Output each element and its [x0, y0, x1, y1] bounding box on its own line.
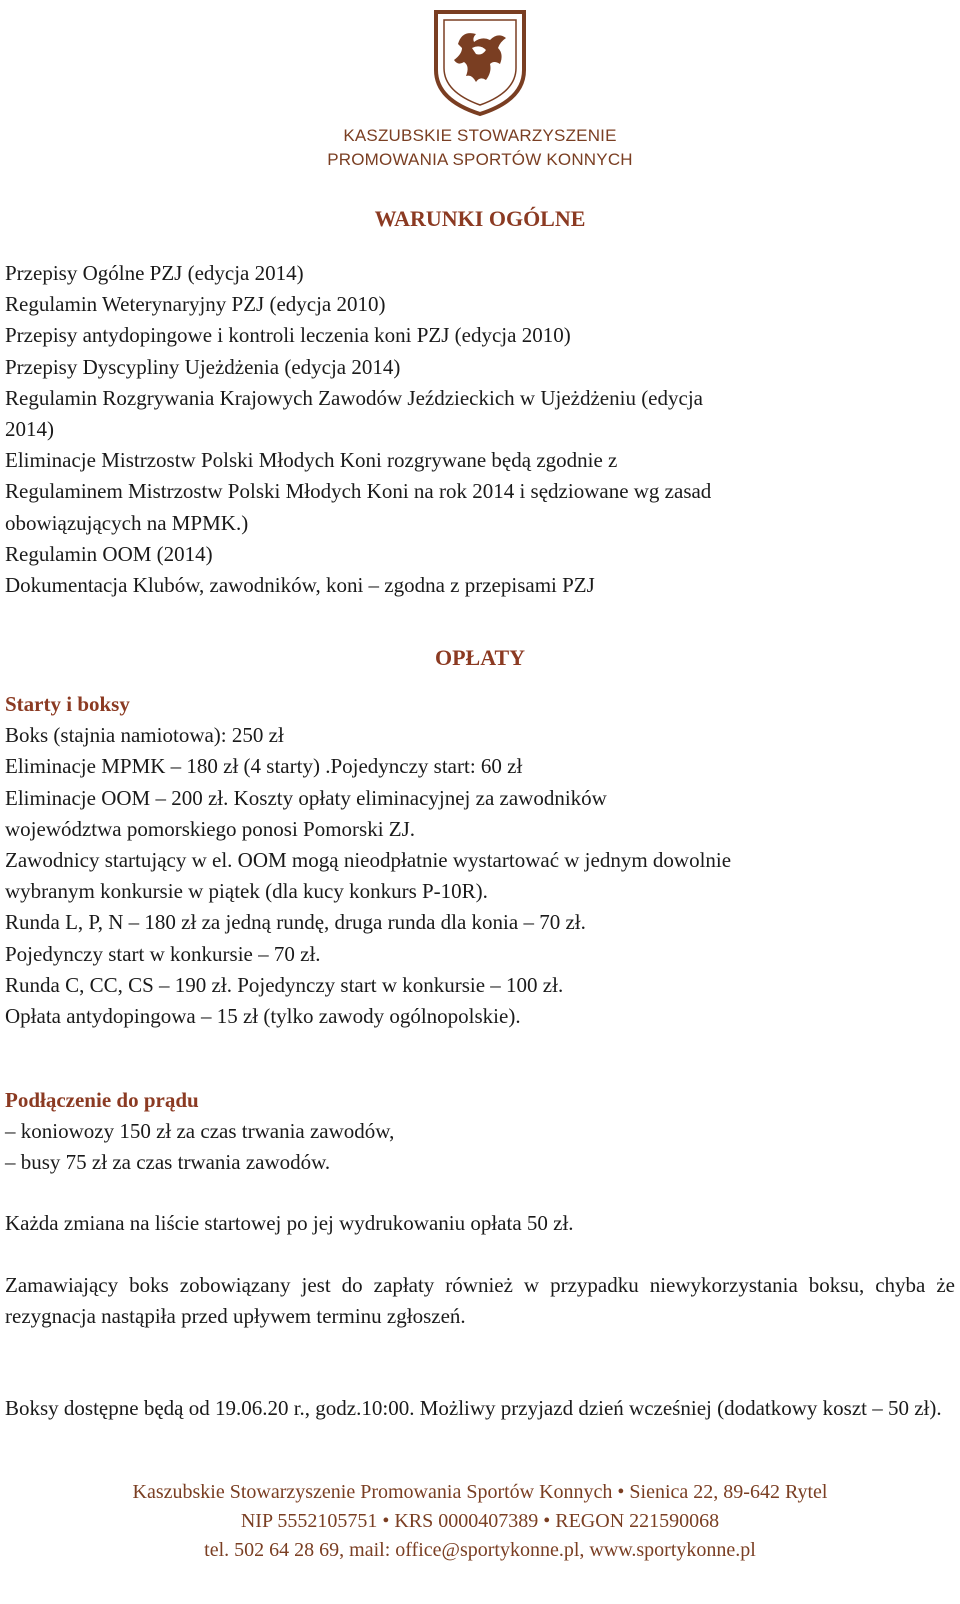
list-item: Regulamin Weterynaryjny PZJ (edycja 2010)	[5, 292, 386, 317]
logo	[0, 8, 960, 118]
subheading-starts-boxes: Starty i boksy	[5, 692, 130, 716]
list-item: obowiązujących na MPMK.)	[5, 510, 249, 535]
list-item: Eliminacje OOM – 200 zł. Koszty opłaty eliminacyjnej za zawodników	[5, 785, 607, 810]
footer-registry: NIP 5552105751 • KRS 0000407389 • REGON 221590068	[240, 1510, 720, 1532]
list-item: Opłata antydopingowa – 15 zł (tylko zawody ogólnopolskie).	[5, 1004, 521, 1029]
list-item: Runda C, CC, CS – 190 zł. Pojedynczy start w konkursie – 100 zł.	[5, 972, 564, 997]
list-item: – koniowozy 150 zł za czas trwania zawodów,	[5, 1119, 395, 1144]
subheading-power: Podłączenie do prądu	[5, 1088, 199, 1112]
list-item: Runda L, P, N – 180 zł za jedną rundę, druga runda dla konia – 70 zł.	[5, 910, 586, 935]
organization-name-line2: PROMOWANIA SPORTÓW KONNYCH	[327, 150, 633, 169]
fees-list	[5, 689, 955, 1032]
list-item: Regulaminem Mistrzostw Polski Młodych Koni na rok 2014 i sędziowane wg zasad	[5, 479, 712, 504]
list-item: Przepisy antydopingowe i kontroli leczenia koni PZJ (edycja 2010)	[5, 323, 571, 348]
footer	[0, 1478, 960, 1565]
change-fee-paragraph: Każda zmiana na liście startowej po jej wydrukowaniu opłata 50 zł.	[5, 1211, 574, 1235]
griffin-crest-logo	[432, 8, 528, 118]
footer-contact: tel. 502 64 28 69, mail: office@sportykonne.pl, www.sportykonne.pl	[204, 1539, 756, 1561]
list-item: – busy 75 zł za czas trwania zawodów.	[5, 1150, 331, 1175]
list-item: Przepisy Dyscypliny Ujeżdżenia (edycja 2014)	[5, 354, 401, 379]
list-item: Dokumentacja Klubów, zawodników, koni – zgodna z przepisami PZJ	[5, 573, 595, 598]
list-item: Boks (stajnia namiotowa): 250 zł	[5, 723, 284, 748]
section-title-fees: OPŁATY	[434, 645, 526, 670]
list-item: województwa pomorskiego ponosi Pomorski ZJ.	[5, 816, 416, 841]
section-title-general-conditions: WARUNKI OGÓLNE	[374, 206, 586, 231]
general-conditions-list	[5, 258, 955, 601]
box-obligation-paragraph: Zamawiający boks zobowiązany jest do zapłaty również w przypadku niewykorzystania boksu, chyba że rezygnacja nastąpiła przed upływem terminu zgłoszeń.	[5, 1273, 955, 1329]
list-item: wybranym konkursie w piątek (dla kucy konkurs P-10R).	[5, 879, 488, 904]
box-availability-paragraph: Boksy dostępne będą od 19.06.20 r., godz.10:00. Możliwy przyjazd dzień wcześniej (dodatkowy koszt – 50 zł).	[5, 1396, 942, 1420]
footer-address: Kaszubskie Stowarzyszenie Promowania Sportów Konnych • Sienica 22, 89-642 Rytel	[132, 1481, 828, 1503]
list-item: 2014)	[5, 417, 54, 442]
list-item: Eliminacje MPMK – 180 zł (4 starty) .Pojedynczy start: 60 zł	[5, 754, 523, 779]
list-item: Pojedynczy start w konkursie – 70 zł.	[5, 941, 321, 966]
power-connection-section	[5, 1085, 955, 1179]
list-item: Zawodnicy startujący w el. OOM mogą nieodpłatnie wystartować w jednym dowolnie	[5, 848, 732, 873]
list-item: Regulamin Rozgrywania Krajowych Zawodów Jeździeckich w Ujeżdżeniu (edycja	[5, 385, 703, 410]
organization-name-line1: KASZUBSKIE STOWARZYSZENIE	[343, 126, 617, 145]
list-item: Eliminacje Mistrzostw Polski Młodych Koni rozgrywane będą zgodnie z	[5, 448, 618, 473]
list-item: Regulamin OOM (2014)	[5, 541, 213, 566]
list-item: Przepisy Ogólne PZJ (edycja 2014)	[5, 261, 304, 285]
